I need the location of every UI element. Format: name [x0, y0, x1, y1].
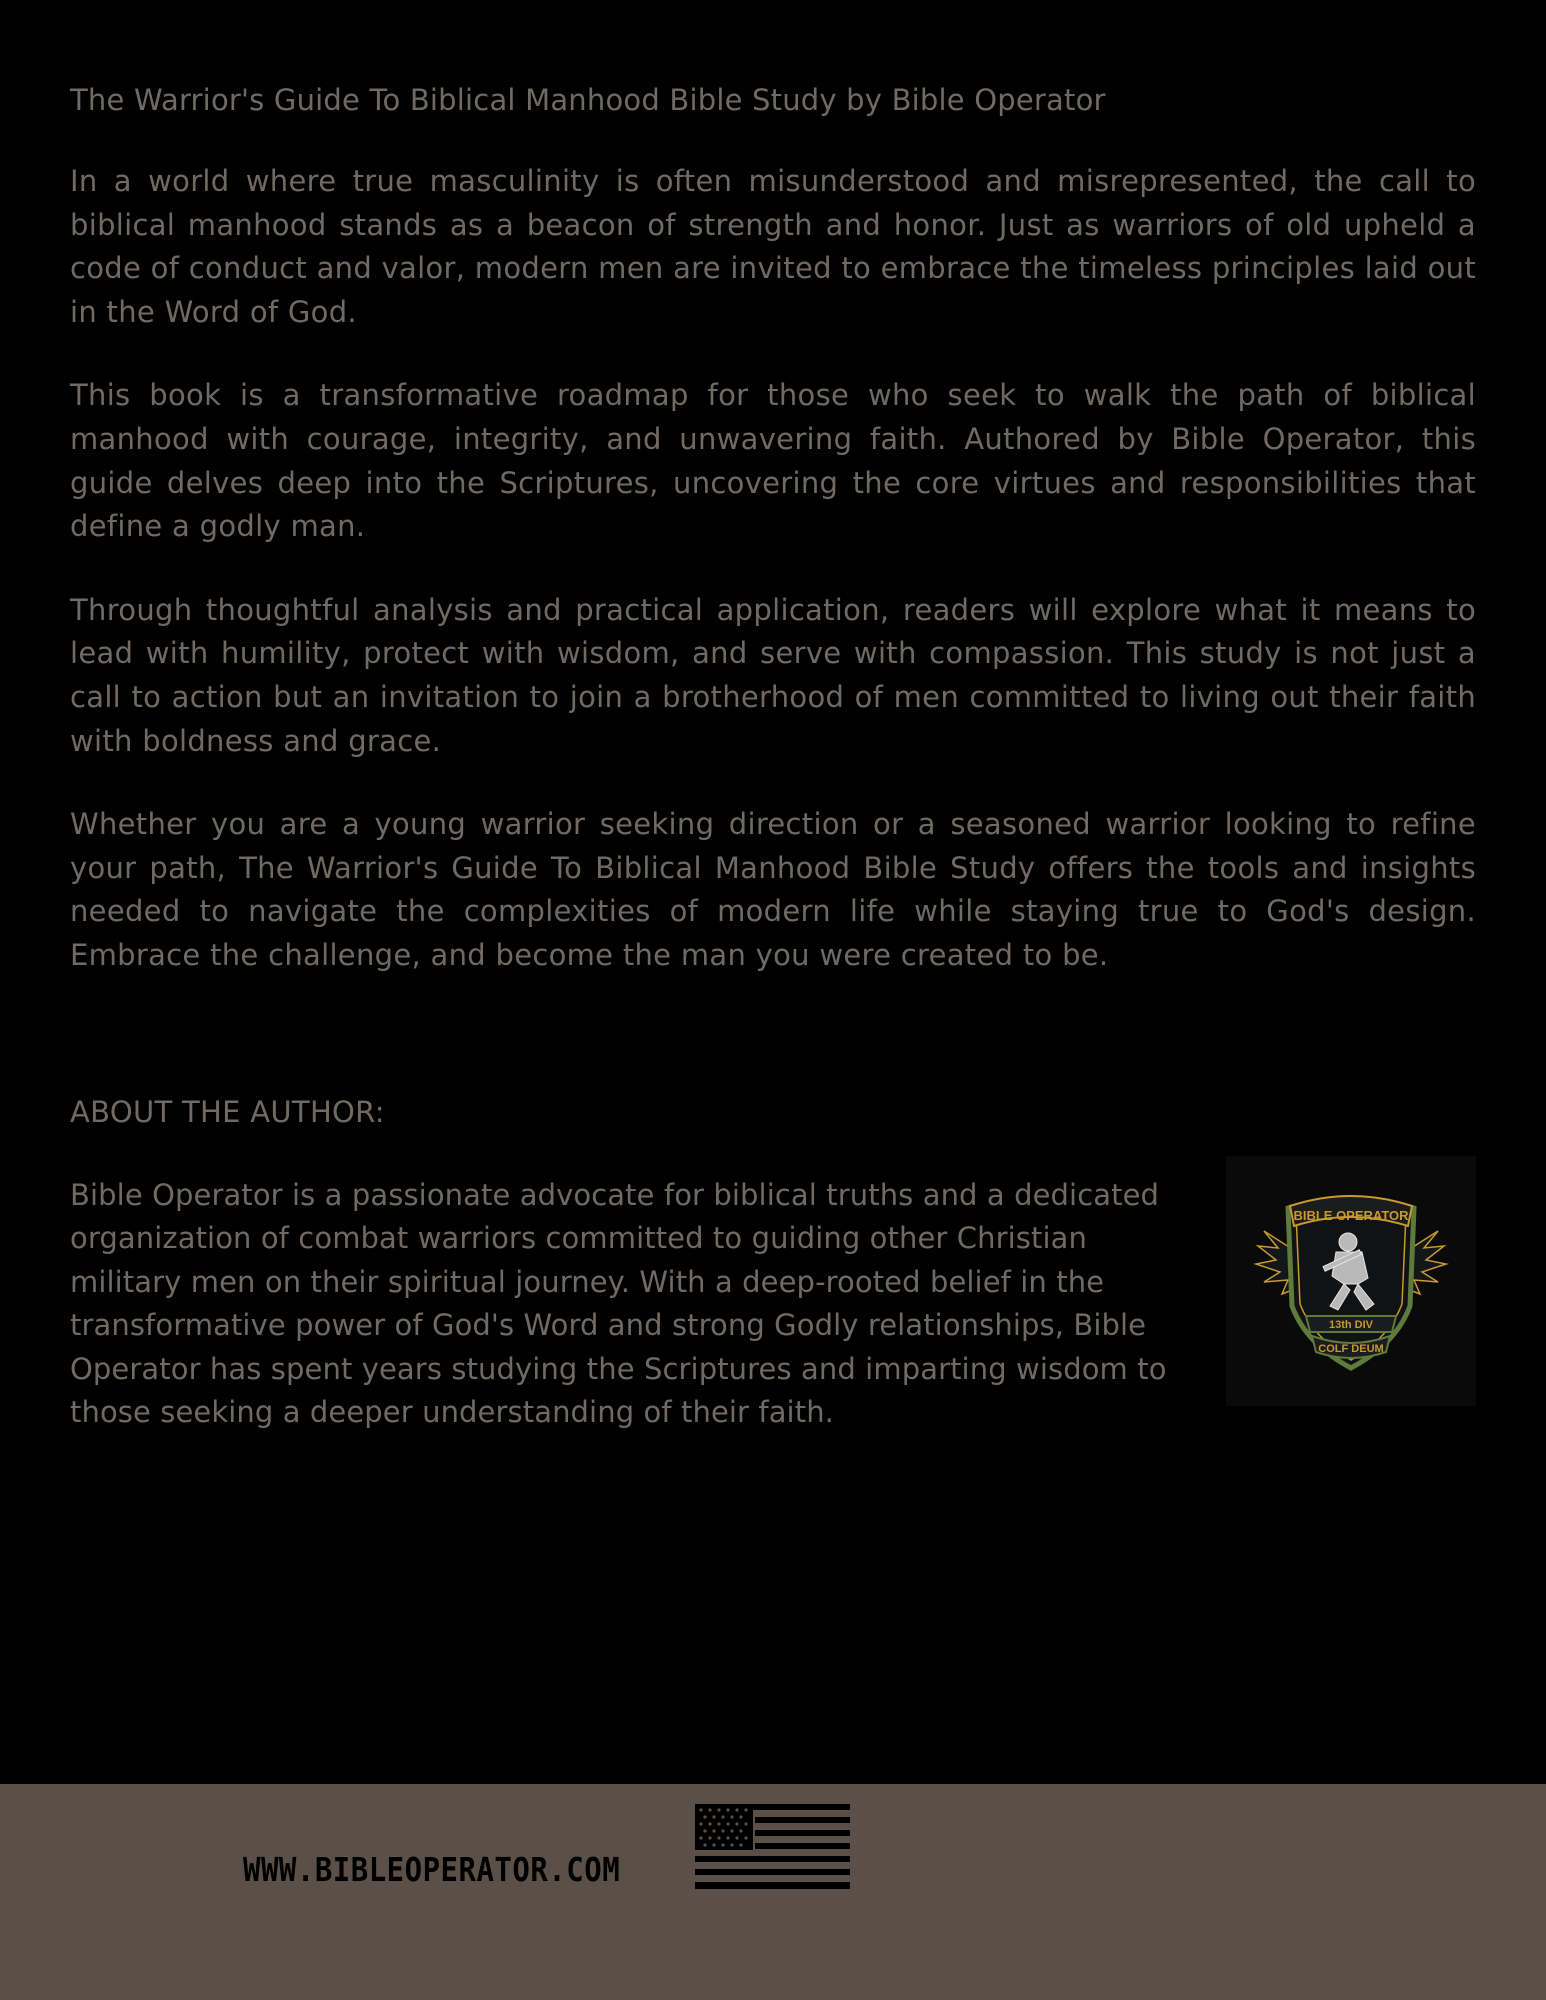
logo-motto-text: COLF DEUM — [1318, 1342, 1384, 1355]
paragraph-roadmap: This book is a transformative roadmap for those who seek to walk the path of biblical manhood with courage, integrity, and unwavering faith. Authored by Bible Operator, this guide delves deep into the Scriptures, uncovering the core virtues and responsibilities that define a godly man. — [70, 378, 1476, 544]
document-title: The Warrior's Guide To Biblical Manhood Bible Study by Bible Operator — [70, 83, 1106, 117]
about-author-section — [70, 1174, 1476, 1434]
paragraph-closing: Whether you are a young warrior seeking direction or a seasoned warrior looking to refine your path, The Warrior's Guide To Biblical Manhood Bible Study offers the tools and insights needed to navigate the complexities of modern life while staying true to God's design. Embrace the challenge, and become the man you were created to be. — [70, 807, 1476, 972]
logo-division-text: 13th DIV — [1328, 1318, 1374, 1331]
paragraph-analysis: Through thoughtful analysis and practical application, readers will explore what it means to lead with humility, protect with wisdom, and serve with compassion. This study is not just a call to action but an invitation to join a brotherhood of men committed to living out their faith with boldness and grace. — [70, 592, 1476, 758]
about-author-heading: ABOUT THE AUTHOR: — [70, 1094, 385, 1129]
website-link[interactable]: WWW.BIBLEOPERATOR.COM — [243, 1850, 621, 1890]
bible-operator-logo — [1226, 1156, 1476, 1406]
shield-logo-icon — [1226, 1156, 1476, 1406]
about-author-text: Bible Operator is a passionate advocate for biblical truths and a dedicated organization of combat warriors committed to guiding other Christian military men on their spiritual journey. With a deep-rooted belief in the transformative power of God's Word and strong Godly relationships, Bible Operator has spent years studying the Scriptures and imparting wisdom to those seeking a deeper understanding of their faith. — [70, 1177, 1167, 1430]
document-body — [70, 70, 1476, 1434]
us-flag-icon — [695, 1804, 850, 1889]
footer-bar — [0, 1784, 1546, 2000]
paragraph-intro: In a world where true masculinity is often misunderstood and misrepresented, the call to biblical manhood stands as a beacon of strength and honor. Just as warriors of old upheld a code of conduct and valor, modern men are invited to embrace the timeless principles laid out in the Word of God. — [70, 164, 1476, 329]
logo-banner-text: BIBLE OPERATOR — [1293, 1207, 1409, 1223]
